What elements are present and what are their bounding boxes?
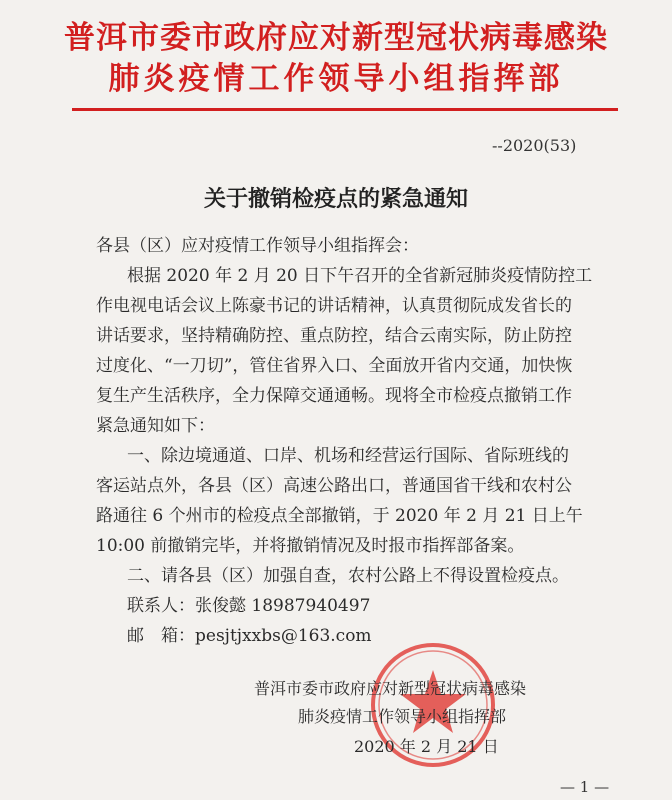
page-number: — 1 — bbox=[560, 778, 610, 796]
notice-title: 关于撤销检疫点的紧急通知 bbox=[203, 187, 468, 212]
signature-date: 2020 年 2 月 21 日 bbox=[354, 737, 499, 756]
body-line: 过度化、“一刀切”，管住省界入口、全面放开省内交通，加快恢 bbox=[96, 356, 573, 376]
signature-line1: 普洱市委市政府应对新型冠状病毒感染 bbox=[254, 679, 527, 698]
body-line: 紧急通知如下： bbox=[96, 416, 215, 436]
contact-person: 联系人：张俊懿 18987940497 bbox=[127, 596, 371, 616]
signature-line2: 肺炎疫情工作领导小组指挥部 bbox=[298, 707, 507, 726]
body-line: 路通往 6 个州市的检疫点全部撤销，于 2020 年 2 月 21 日上午 bbox=[96, 506, 583, 526]
body-line: 作电视电话会议上陈豪书记的讲话精神，认真贯彻阮成发省长的 bbox=[96, 296, 572, 316]
contact-email: 邮 箱：pesjtjxxbs@163.com bbox=[127, 626, 372, 646]
header-title-line2: 肺炎疫情工作领导小组指挥部 bbox=[108, 61, 564, 97]
body-line: 一、除边境通道、口岸、机场和经营运行国际、省际班线的 bbox=[127, 446, 569, 466]
body-line: 讲话要求，坚持精确防控、重点防控，结合云南实际，防止防控 bbox=[96, 326, 572, 346]
red-divider bbox=[72, 108, 618, 111]
body-line: 客运站点外，各县（区）高速公路出口，普通国省干线和农村公 bbox=[96, 476, 572, 496]
body-line: 10:00 前撤销完毕，并将撤销情况及时报市指挥部备案。 bbox=[96, 536, 525, 556]
body-line: 二、请各县（区）加强自查，农村公路上不得设置检疫点。 bbox=[127, 566, 569, 586]
header-title-line1: 普洱市委市政府应对新型冠状病毒感染 bbox=[64, 20, 608, 56]
body-line: 根据 2020 年 2 月 20 日下午召开的全省新冠肺炎疫情防控工 bbox=[127, 266, 593, 286]
document-number: --2020(53) bbox=[492, 136, 577, 155]
salutation: 各县（区）应对疫情工作领导小组指挥会： bbox=[96, 236, 419, 256]
body-line: 复生产生活秩序，全力保障交通通畅。现将全市检疫点撤销工作 bbox=[96, 386, 572, 406]
